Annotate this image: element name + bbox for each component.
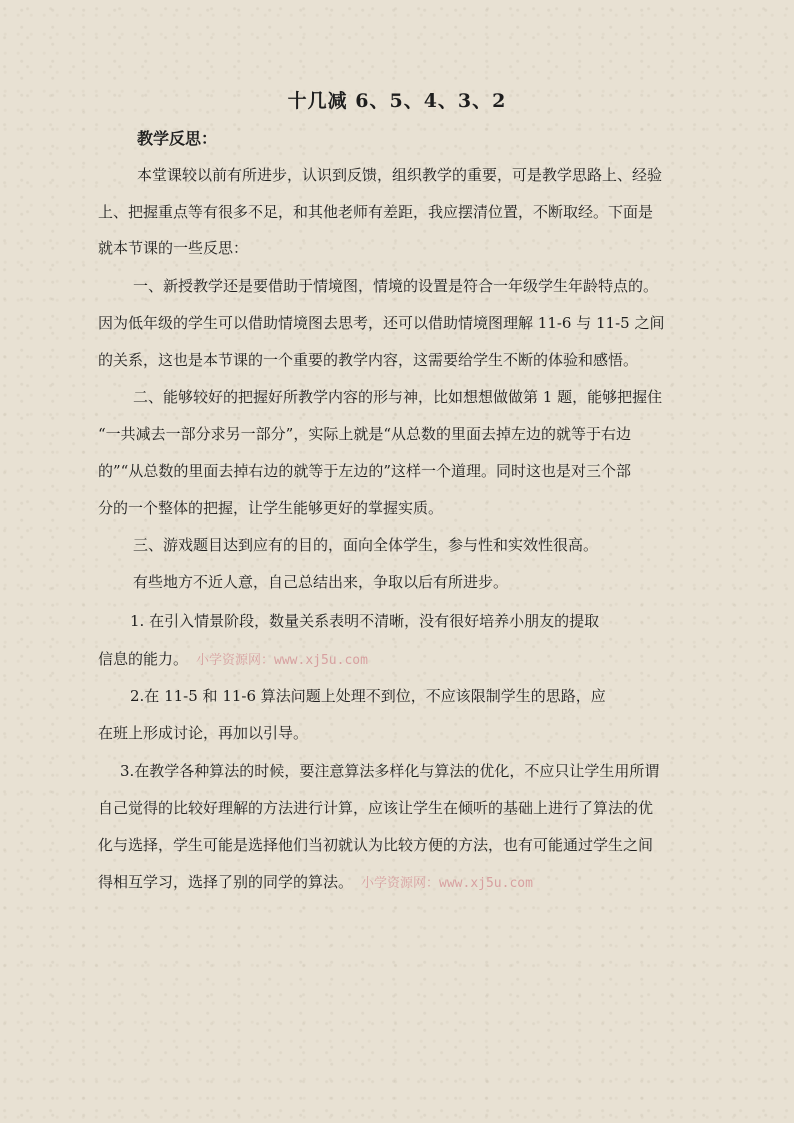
text-fragment: 信息的能力。: [98, 650, 189, 668]
text-line: 在班上形成讨论，再加以引导。: [98, 724, 309, 742]
text-line: 的关系，这也是本节课的一个重要的教学内容，这需要给学生不断的体验和感悟。: [98, 351, 639, 369]
document-title: 十几减 6、5、4、3、2: [287, 90, 507, 112]
text-line: 3.在教学各种算法的时候，要注意算法多样化与算法的优化，不应只让学生用所谓: [120, 762, 660, 780]
text-line: 自己觉得的比较好理解的方法进行计算，应该让学生在倾听的基础上进行了算法的优: [98, 799, 654, 817]
text-line: “一共减去一部分求另一部分”，实际上就是“从总数的里面去掉左边的就等于右边: [98, 425, 632, 443]
text-line: 有些地方不近人意，自己总结出来，争取以后有所进步。: [133, 573, 509, 591]
text-line: [98, 872, 533, 894]
watermark: 小学资源网：www.xj5u.com: [196, 653, 368, 668]
text-line: 上、把握重点等有很多不足，和其他老师有差距，我应摆清位置，不断取经。下面是: [98, 203, 654, 221]
watermark: 小学资源网：www.xj5u.com: [361, 876, 533, 891]
text-line: [98, 649, 368, 671]
text-line: 二、能够较好的把握好所教学内容的形与神，比如想想做做第 1 题，能够把握住: [133, 388, 663, 406]
text-line: 2.在 11-5 和 11-6 算法问题上处理不到位，不应该限制学生的思路，应: [130, 687, 606, 705]
text-line: 就本节课的一些反思：: [98, 239, 249, 257]
text-fragment: 得相互学习，选择了别的同学的算法。: [98, 873, 354, 891]
text-line: 化与选择，学生可能是选择他们当初就认为比较方便的方法，也有可能通过学生之间: [98, 836, 654, 854]
text-line: 的”“从总数的里面去掉右边的就等于左边的”这样一个道理。同时这也是对三个部: [98, 462, 632, 480]
text-line: 因为低年级的学生可以借助情境图去思考，还可以借助情境图理解 11-6 与 11-5 之间: [98, 314, 665, 332]
text-line: 1. 在引入情景阶段，数量关系表明不清晰，没有很好培养小朋友的提取: [130, 612, 600, 630]
text-line: 本堂课较以前有所进步，认识到反馈，组织教学的重要，可是教学思路上、经验: [137, 166, 663, 184]
text-line: 三、游戏题目达到应有的目的，面向全体学生，参与性和实效性很高。: [133, 536, 599, 554]
text-line: 一、新授教学还是要借助于情境图，情境的设置是符合一年级学生年龄特点的。: [133, 277, 659, 295]
section-heading: 教学反思：: [137, 129, 218, 148]
text-line: 分的一个整体的把握，让学生能够更好的掌握实质。: [98, 499, 444, 517]
